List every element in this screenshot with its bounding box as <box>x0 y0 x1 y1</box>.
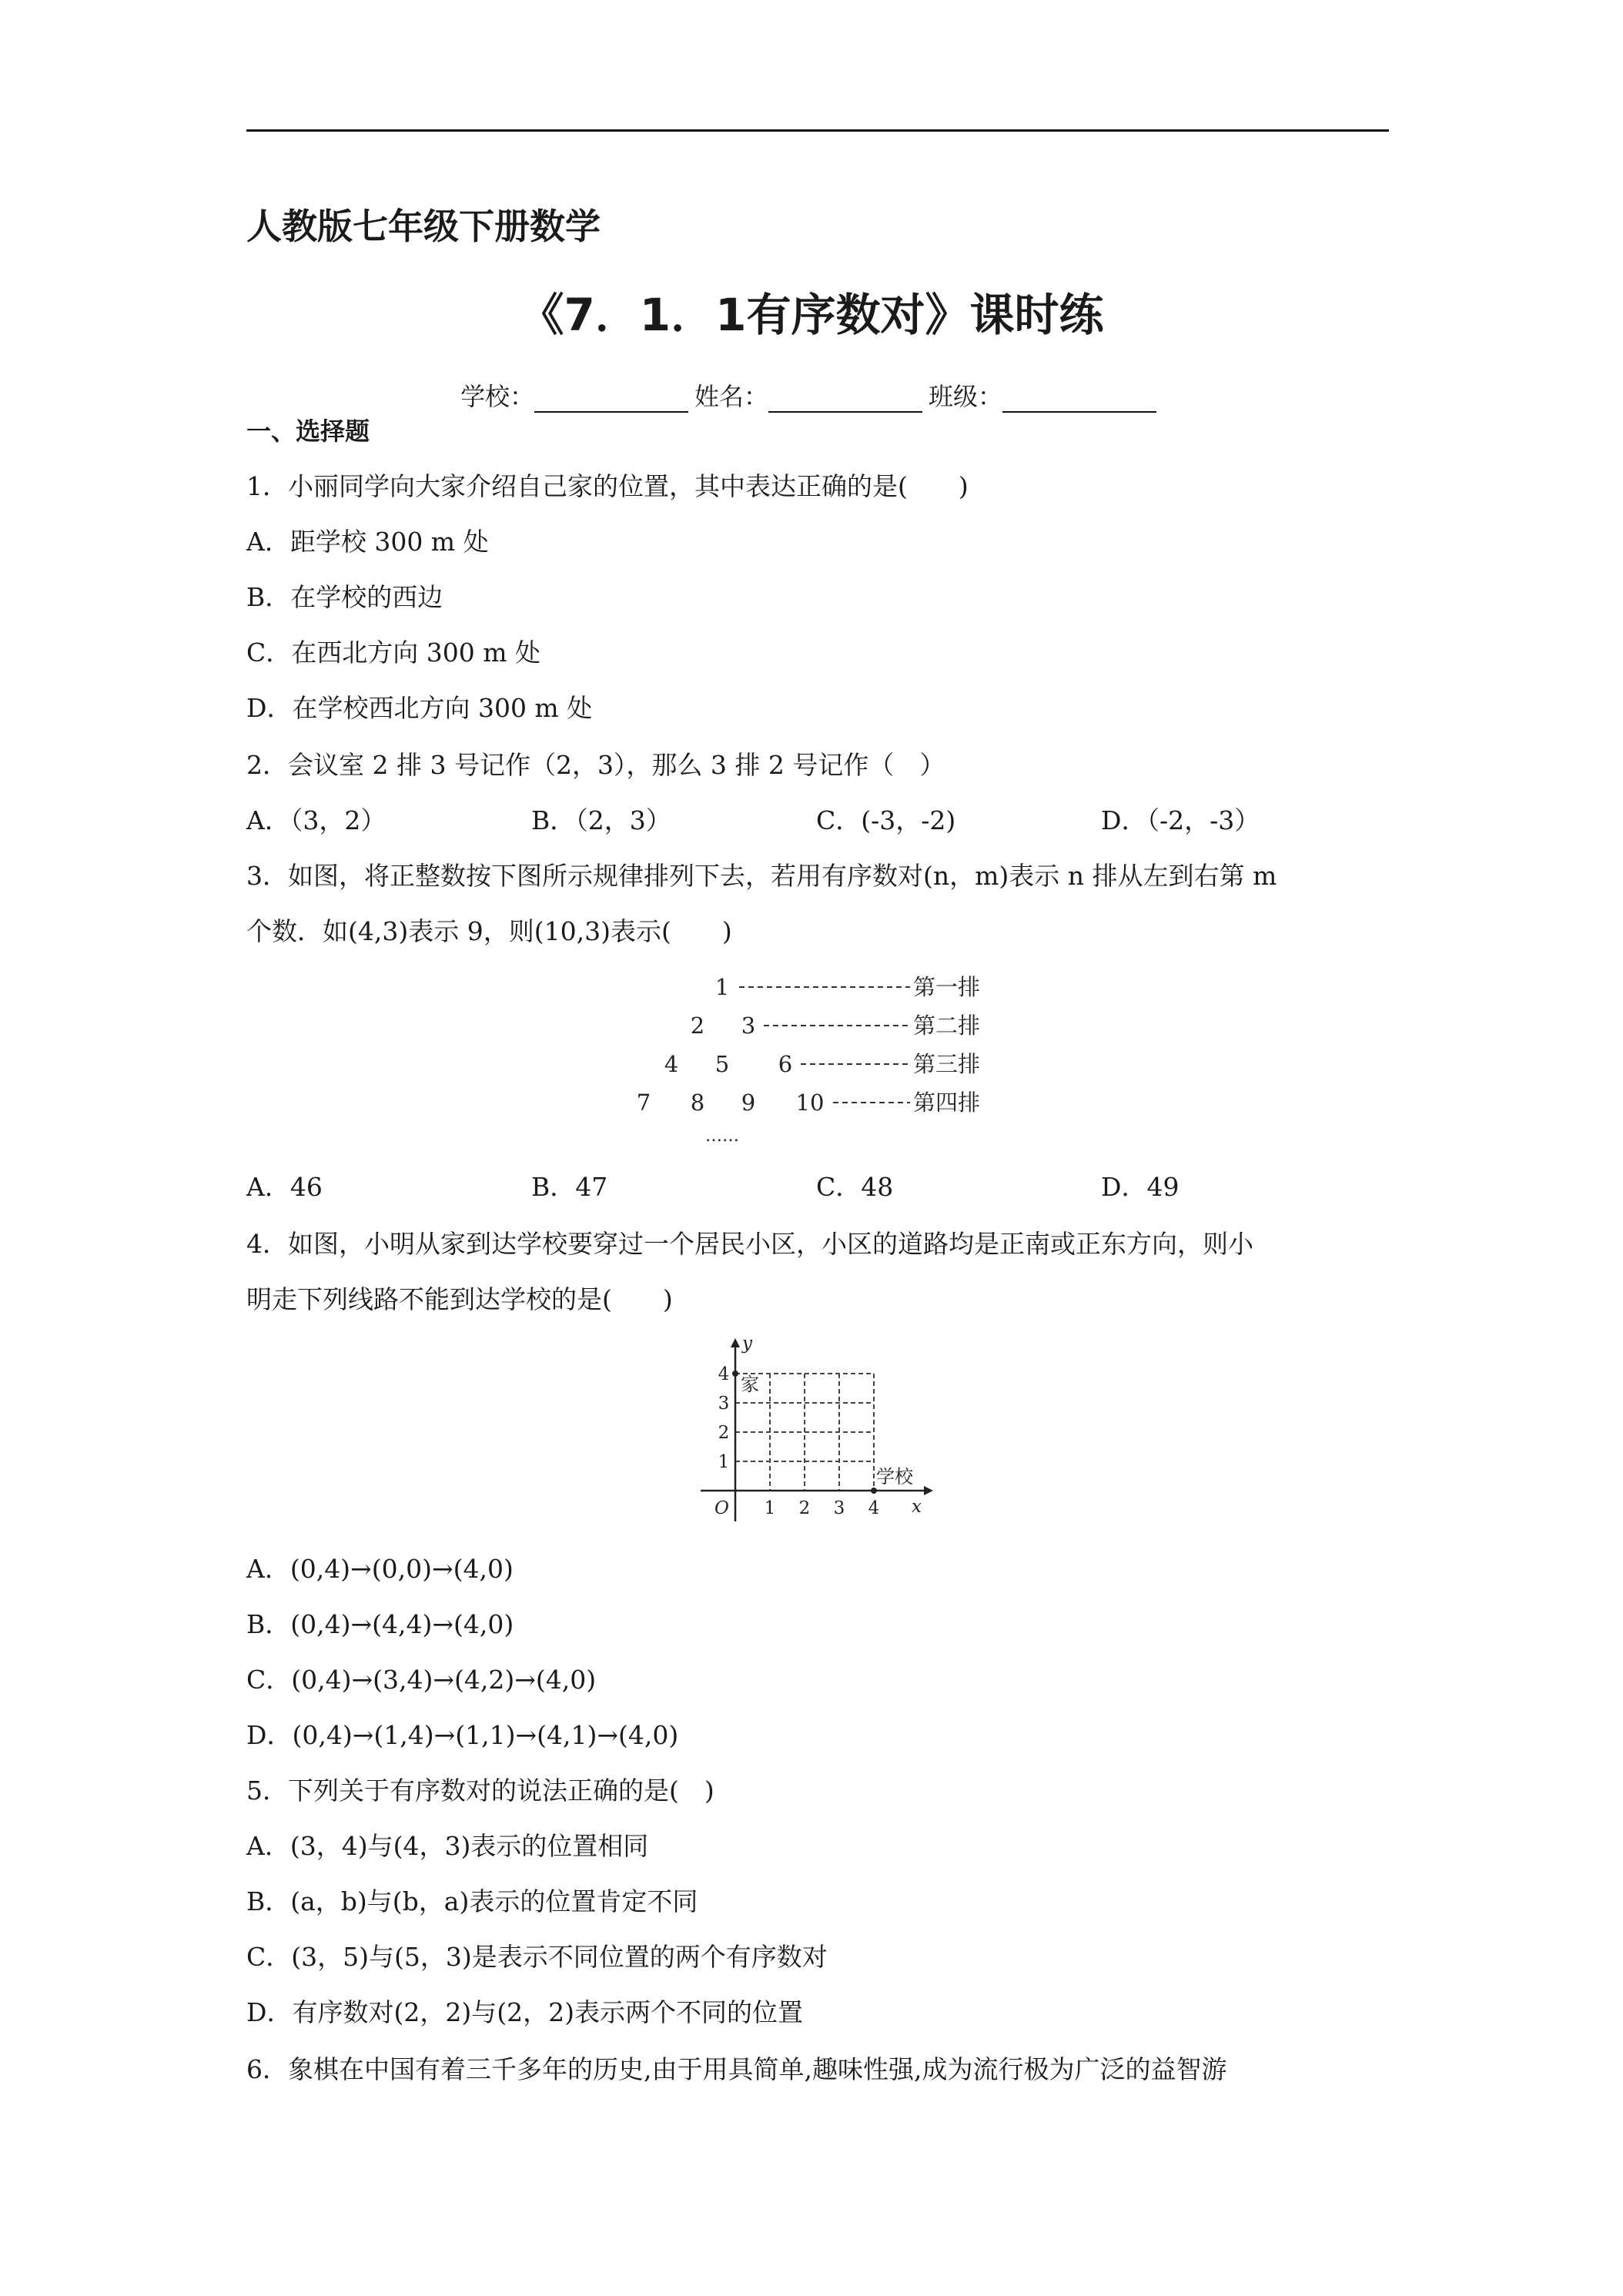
school-blank <box>534 387 688 413</box>
q2-stem: 2．会议室 2 排 3 号记作（2，3），那么 3 排 2 号记作（ ） <box>246 750 945 780</box>
school-label: 学校： <box>460 382 534 411</box>
school-point <box>871 1488 877 1494</box>
fig3-num: 8 <box>690 1089 705 1116</box>
fig4-x-tick: 4 <box>868 1498 880 1518</box>
fig4-origin: O <box>714 1498 729 1518</box>
q4-option-b: B．(0,4)→(4,4)→(4,0) <box>246 1609 514 1639</box>
fig4-y-tick: 2 <box>718 1423 730 1443</box>
fig3-num: 4 <box>664 1051 679 1077</box>
q2-option-b: B．（2，3） <box>531 805 671 835</box>
fig3-num: 1 <box>714 974 730 1000</box>
q4-option-c: C．(0,4)→(3,4)→(4,2)→(4,0) <box>246 1665 597 1695</box>
fig4-home-label: 家 <box>741 1374 759 1395</box>
q4-stem-line1: 4．如图，小明从家到达学校要穿过一个居民小区，小区的道路均是正南或正东方向，则小 <box>246 1229 1253 1259</box>
q3-stem-line2: 个数．如(4,3)表示 9，则(10,3)表示( ) <box>246 916 732 946</box>
q1-stem: 1．小丽同学向大家介绍自己家的位置，其中表达正确的是( ) <box>246 471 969 501</box>
q3-option-a: A．46 <box>246 1172 323 1202</box>
fig3-num: 2 <box>690 1012 705 1039</box>
q3-stem-line1: 3．如图，将正整数按下图所示规律排列下去，若用有序数对(n，m)表示 n 排从左到右第 m <box>246 861 1277 891</box>
q5-option-d: D．有序数对(2，2)与(2，2)表示两个不同的位置 <box>246 1997 803 2027</box>
q4-option-a: A．(0,4)→(0,0)→(4,0) <box>246 1554 514 1584</box>
q4-grid-figure <box>693 1332 939 1525</box>
name-blank <box>768 387 922 413</box>
name-label: 姓名： <box>694 382 768 411</box>
fig4-y-tick: 1 <box>718 1452 730 1472</box>
fig3-num: 6 <box>778 1051 793 1077</box>
student-info <box>0 377 1623 413</box>
q2-option-c: C．(-3，-2) <box>816 805 956 835</box>
fig4-school-label: 学校 <box>876 1466 913 1488</box>
q3-option-b: B．47 <box>531 1172 608 1202</box>
fig3-row-label: 第四排 <box>913 1089 981 1116</box>
q1-option-b: B．在学校的西边 <box>246 582 443 612</box>
header-rule <box>246 129 1389 132</box>
page-title: 《7．1．1有序数对》课时练 <box>519 289 1104 341</box>
q4-stem-line2: 明走下列线路不能到达学校的是( ) <box>246 1284 673 1314</box>
home-point <box>732 1371 738 1377</box>
q2-option-a: A．（3，2） <box>246 805 387 835</box>
fig3-row-label: 第二排 <box>913 1012 981 1039</box>
fig4-x-label: x <box>912 1497 922 1517</box>
q2-option-d: D．（-2，-3） <box>1101 805 1260 835</box>
q6-stem: 6．象棋在中国有着三千多年的历史,由于用具简单,趣味性强,成为流行极为广泛的益智游 <box>246 2054 1227 2084</box>
fig3-row-label: 第三排 <box>913 1051 981 1077</box>
fig4-y-tick: 4 <box>718 1364 730 1384</box>
fig3-num: 10 <box>795 1089 825 1116</box>
fig4-y-tick: 3 <box>718 1394 730 1414</box>
q1-option-c: C．在西北方向 300 m 处 <box>246 638 540 668</box>
fig3-num: 3 <box>741 1012 756 1039</box>
fig4-x-tick: 3 <box>833 1498 845 1518</box>
fig3-num: 5 <box>714 1051 730 1077</box>
q5-stem: 5．下列关于有序数对的说法正确的是( ) <box>246 1776 714 1806</box>
q1-option-d: D．在学校西北方向 300 m 处 <box>246 693 593 723</box>
section-title: 一、选择题 <box>246 417 370 446</box>
class-blank <box>1002 387 1156 413</box>
book-header: 人教版七年级下册数学 <box>246 206 601 247</box>
q3-number-triangle-figure <box>631 962 1001 1155</box>
q5-option-a: A．(3，4)与(4，3)表示的位置相同 <box>246 1831 649 1861</box>
q4-option-d: D．(0,4)→(1,4)→(1,1)→(4,1)→(4,0) <box>246 1720 679 1750</box>
q5-option-b: B．(a，b)与(b，a)表示的位置肯定不同 <box>246 1886 698 1916</box>
q5-option-c: C．(3，5)与(5，3)是表示不同位置的两个有序数对 <box>246 1942 828 1972</box>
fig3-ellipsis: …… <box>705 1126 739 1146</box>
q1-option-a: A．距学校 300 m 处 <box>246 527 489 557</box>
class-label: 班级： <box>929 382 1003 411</box>
fig4-y-label: y <box>742 1334 752 1354</box>
fig4-x-tick: 2 <box>798 1498 811 1518</box>
fig4-x-tick: 1 <box>764 1498 776 1518</box>
fig3-row-label: 第一排 <box>913 974 981 1000</box>
q3-option-d: D．49 <box>1101 1172 1180 1202</box>
fig3-num: 7 <box>636 1089 651 1116</box>
q3-option-c: C．48 <box>816 1172 894 1202</box>
fig3-num: 9 <box>741 1089 756 1116</box>
